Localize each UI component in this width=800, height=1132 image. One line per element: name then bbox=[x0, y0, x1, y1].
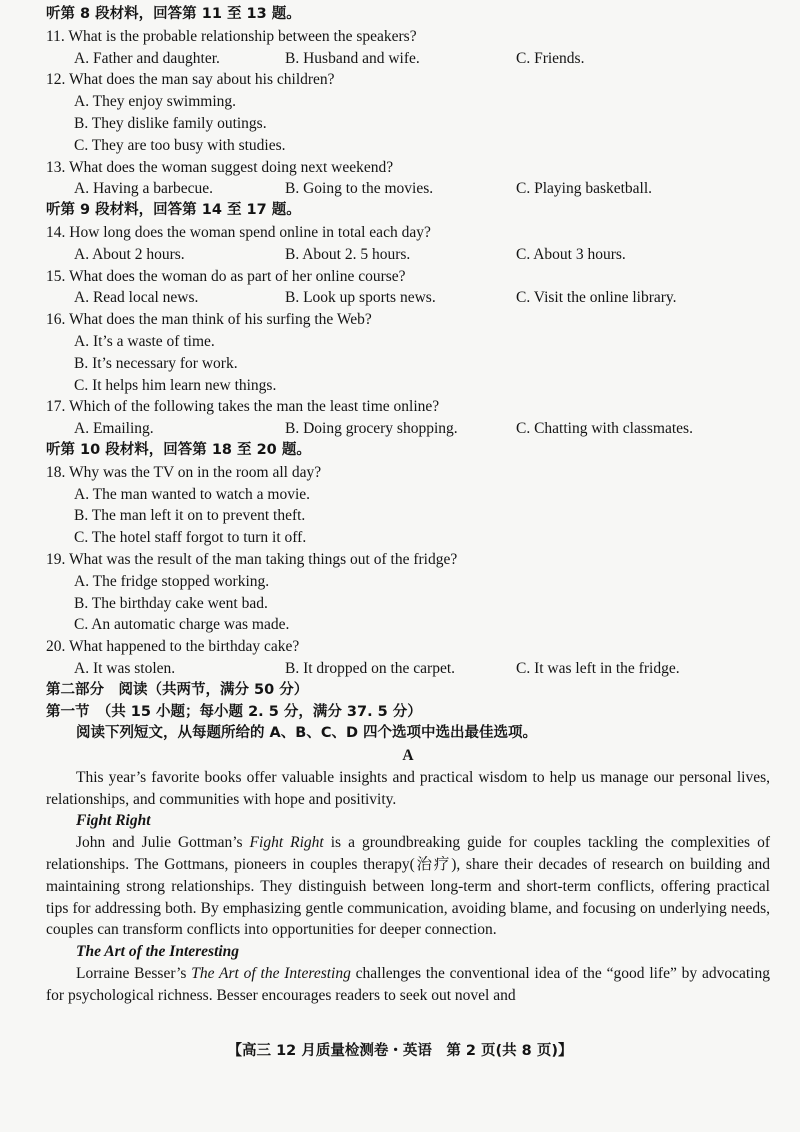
question-15: 15. What does the woman do as part of her online course? bbox=[46, 267, 406, 285]
part2-section1: 第一节 （共 15 小题；每小题 2. 5 分，满分 37. 5 分） bbox=[46, 703, 422, 720]
section10-header: 听第 10 段材料，回答第 18 至 20 题。 bbox=[46, 441, 311, 458]
option-b: B. It dropped on the carpet. bbox=[285, 659, 456, 677]
option-b: B. Doing grocery shopping. bbox=[285, 420, 458, 438]
option-a: A. It’s a waste of time. bbox=[74, 332, 215, 350]
option-a: A. Father and daughter. bbox=[74, 49, 220, 67]
book2-title: The Art of the Interesting bbox=[76, 943, 240, 961]
question-18: 18. Why was the TV on in the room all day? bbox=[46, 463, 322, 481]
option-c: C. Playing basketball. bbox=[516, 180, 653, 198]
option-c: C. It helps him learn new things. bbox=[74, 376, 277, 394]
option-b: B. The man left it on to prevent theft. bbox=[74, 507, 306, 525]
part2-header: 第二部分 阅读（共两节，满分 50 分） bbox=[46, 681, 309, 698]
book2-inline-title: The Art of the Interesting bbox=[191, 965, 351, 983]
option-a: A. Having a barbecue. bbox=[74, 180, 214, 198]
options-11 bbox=[46, 48, 770, 70]
options-17 bbox=[46, 418, 770, 440]
book2-text-post: challenges the conventional idea of the “good life” by advocating for psychological richness. Besser encourages readers to seek out novel and bbox=[46, 965, 770, 1004]
exam-page bbox=[46, 4, 770, 1007]
book2-paragraph bbox=[46, 963, 770, 1007]
option-b: B. It’s necessary for work. bbox=[74, 354, 238, 372]
question-16: 16. What does the man think of his surfing the Web? bbox=[46, 311, 372, 329]
options-14 bbox=[46, 244, 770, 266]
option-b: B. Look up sports news. bbox=[285, 289, 436, 307]
option-a: A. Emailing. bbox=[74, 420, 154, 438]
book1-paragraph bbox=[46, 832, 770, 941]
question-14: 14. How long does the woman spend online in total each day? bbox=[46, 223, 431, 241]
question-11: 11. What is the probable relationship between the speakers? bbox=[46, 27, 417, 45]
option-b: B. Going to the movies. bbox=[285, 180, 434, 198]
book2-text-pre: Lorraine Besser’s bbox=[76, 965, 192, 983]
option-c: C. An automatic charge was made. bbox=[74, 616, 290, 634]
passage-label: A bbox=[402, 747, 414, 765]
section9-header: 听第 9 段材料，回答第 14 至 17 题。 bbox=[46, 202, 301, 219]
option-c: C. Friends. bbox=[516, 49, 585, 67]
section8-header: 听第 8 段材料，回答第 11 至 13 题。 bbox=[46, 6, 301, 22]
option-a: A. The man wanted to watch a movie. bbox=[74, 485, 311, 503]
question-12: 12. What does the man say about his children? bbox=[46, 71, 335, 89]
option-a: A. The fridge stopped working. bbox=[74, 572, 270, 590]
option-b: B. Husband and wife. bbox=[285, 49, 420, 67]
book1-title: Fight Right bbox=[76, 812, 151, 830]
option-c: C. They are too busy with studies. bbox=[74, 136, 286, 154]
options-15 bbox=[46, 287, 770, 309]
book1-text-post: is a groundbreaking guide for couples tackling the complexities of relationships. The Gottmans, pioneers in couples therapy(治疗), share their decades of research on building and maintaining strong relationships. They distinguish between long-term and short-term conflicts, offering practical tips for addressing both. By emphasizing gentle communication, avoiding blame, and focusing on underlying needs, couples can transform conflicts into opportunities for deeper connection. bbox=[46, 834, 770, 939]
part2-instruction: 阅读下列短文，从每题所给的 A、B、C、D 四个选项中选出最佳选项。 bbox=[76, 725, 538, 742]
page-footer: 【高三 12 月质量检测卷・英语 第 2 页(共 8 页)】 bbox=[227, 1043, 573, 1059]
option-c: C. Visit the online library. bbox=[516, 289, 677, 307]
option-c: C. It was left in the fridge. bbox=[516, 659, 680, 677]
option-b: B. They dislike family outings. bbox=[74, 114, 267, 132]
option-a: A. It was stolen. bbox=[74, 659, 176, 677]
question-20: 20. What happened to the birthday cake? bbox=[46, 638, 300, 656]
option-a: A. About 2 hours. bbox=[74, 245, 185, 263]
book1-inline-title: Fight Right bbox=[249, 834, 324, 852]
question-19: 19. What was the result of the man taking things out of the fridge? bbox=[46, 550, 458, 568]
option-b: B. About 2. 5 hours. bbox=[285, 245, 411, 263]
book1-text-pre: John and Julie Gottman’s bbox=[76, 834, 250, 852]
options-13 bbox=[46, 178, 770, 200]
option-a: A. Read local news. bbox=[74, 289, 199, 307]
option-c: C. Chatting with classmates. bbox=[516, 420, 693, 438]
question-13: 13. What does the woman suggest doing next weekend? bbox=[46, 158, 394, 176]
question-17: 17. Which of the following takes the man the least time online? bbox=[46, 398, 440, 416]
option-a: A. They enjoy swimming. bbox=[74, 93, 237, 111]
option-b: B. The birthday cake went bad. bbox=[74, 594, 268, 612]
options-20 bbox=[46, 658, 770, 680]
option-c: C. The hotel staff forgot to turn it off. bbox=[74, 529, 307, 547]
passage-intro: This year’s favorite books offer valuable insights and practical wisdom to help us manage our personal lives, relationships, and communities with hope and positivity. bbox=[46, 768, 770, 808]
option-c: C. About 3 hours. bbox=[516, 245, 626, 263]
